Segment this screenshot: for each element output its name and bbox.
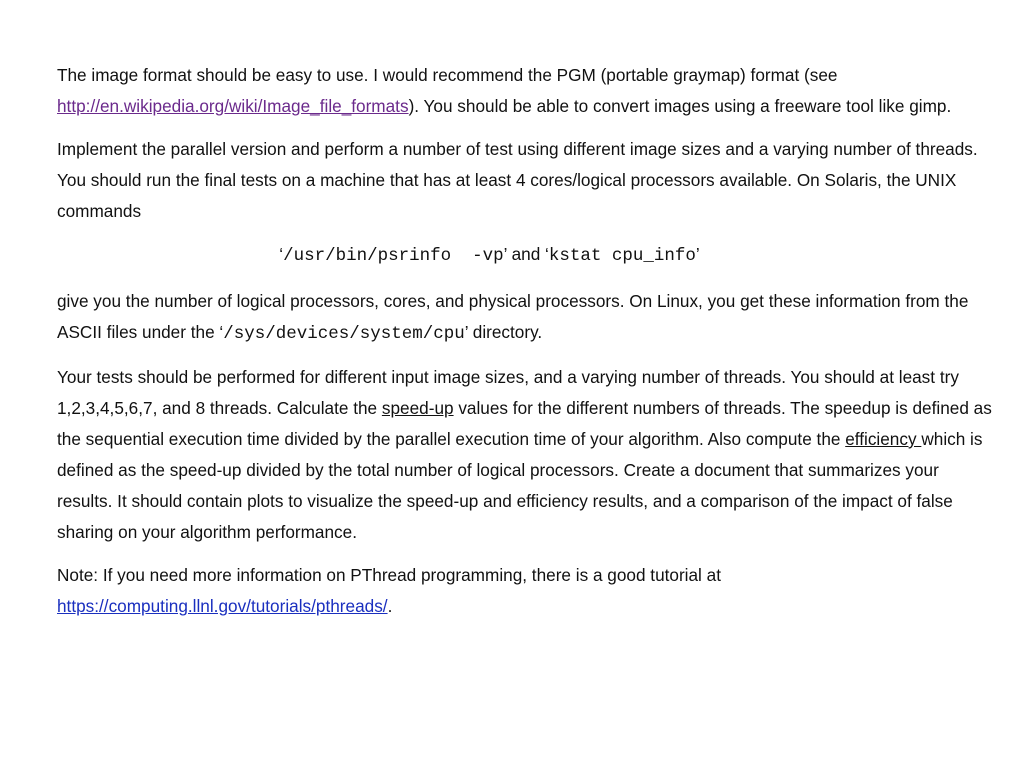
- paragraph-text: directory.: [467, 322, 543, 342]
- paragraph-parallel-version: Implement the parallel version and perform a number of test using different image sizes and a varying number of threads. You should run the final tests on a machine that has at least 4 cores/logical processors available. On Solaris, the UNIX commands: [57, 139, 978, 221]
- paragraph-note: [57, 560, 992, 622]
- quote-open: ‘: [219, 322, 224, 342]
- psrinfo-command: /usr/bin/psrinfo -vp: [283, 246, 504, 266]
- paragraph-text: which is defined as the speed-up divided by the total number of logical processors. Create a document that summarizes your results. It should contain plots to visualize the speed-up and efficiency results, and a comparison of the impact of false sharing on your algorithm performance.: [57, 429, 983, 542]
- paragraph-logical-processors: [57, 286, 992, 350]
- speed-up-term: speed-up: [381, 398, 454, 418]
- paragraph-text: give you the number of logical processors, cores, and physical processors. On Linux, you get these information from the ASCII files under the: [57, 291, 969, 342]
- quote-open: ‘: [279, 244, 284, 264]
- quote-close: ’: [503, 244, 507, 264]
- wikipedia-image-formats-link[interactable]: http://en.wikipedia.org/wiki/Image_file_formats: [57, 96, 409, 116]
- document-page: [57, 60, 992, 622]
- paragraph-text: Note: If you need more information on PThread programming, there is a good tutorial at: [57, 565, 721, 585]
- paragraph-text: The image format should be easy to use. I would recommend the PGM (portable graymap) format (see: [57, 65, 838, 85]
- paragraph-text: values for the different numbers of threads. The speedup is defined as the sequential execution time divided by the parallel execution time of your algorithm. Also compute the: [57, 398, 992, 449]
- paragraph-text: .: [387, 596, 393, 616]
- paragraph-image-format: [57, 60, 992, 122]
- and-text: and: [506, 244, 546, 264]
- quote-close: ’: [695, 244, 700, 264]
- unix-commands-line: [57, 239, 992, 272]
- kstat-command: kstat cpu_info: [548, 246, 696, 266]
- efficiency-term: efficiency: [845, 429, 922, 449]
- quote-open: ‘: [545, 244, 549, 264]
- paragraph-text: Your tests should be performed for different input image sizes, and a varying number of threads. You should at least try 1,2,3,4,5,6,7, and 8 threads. Calculate the: [57, 367, 959, 418]
- sys-cpu-path: /sys/devices/system/cpu: [223, 324, 465, 344]
- pthreads-tutorial-link[interactable]: https://computing.llnl.gov/tutorials/pthreads/: [57, 596, 388, 616]
- quote-close: ’: [464, 322, 468, 342]
- paragraph-tests: [57, 362, 992, 548]
- paragraph-text: ). You should be able to convert images using a freeware tool like gimp.: [408, 96, 952, 116]
